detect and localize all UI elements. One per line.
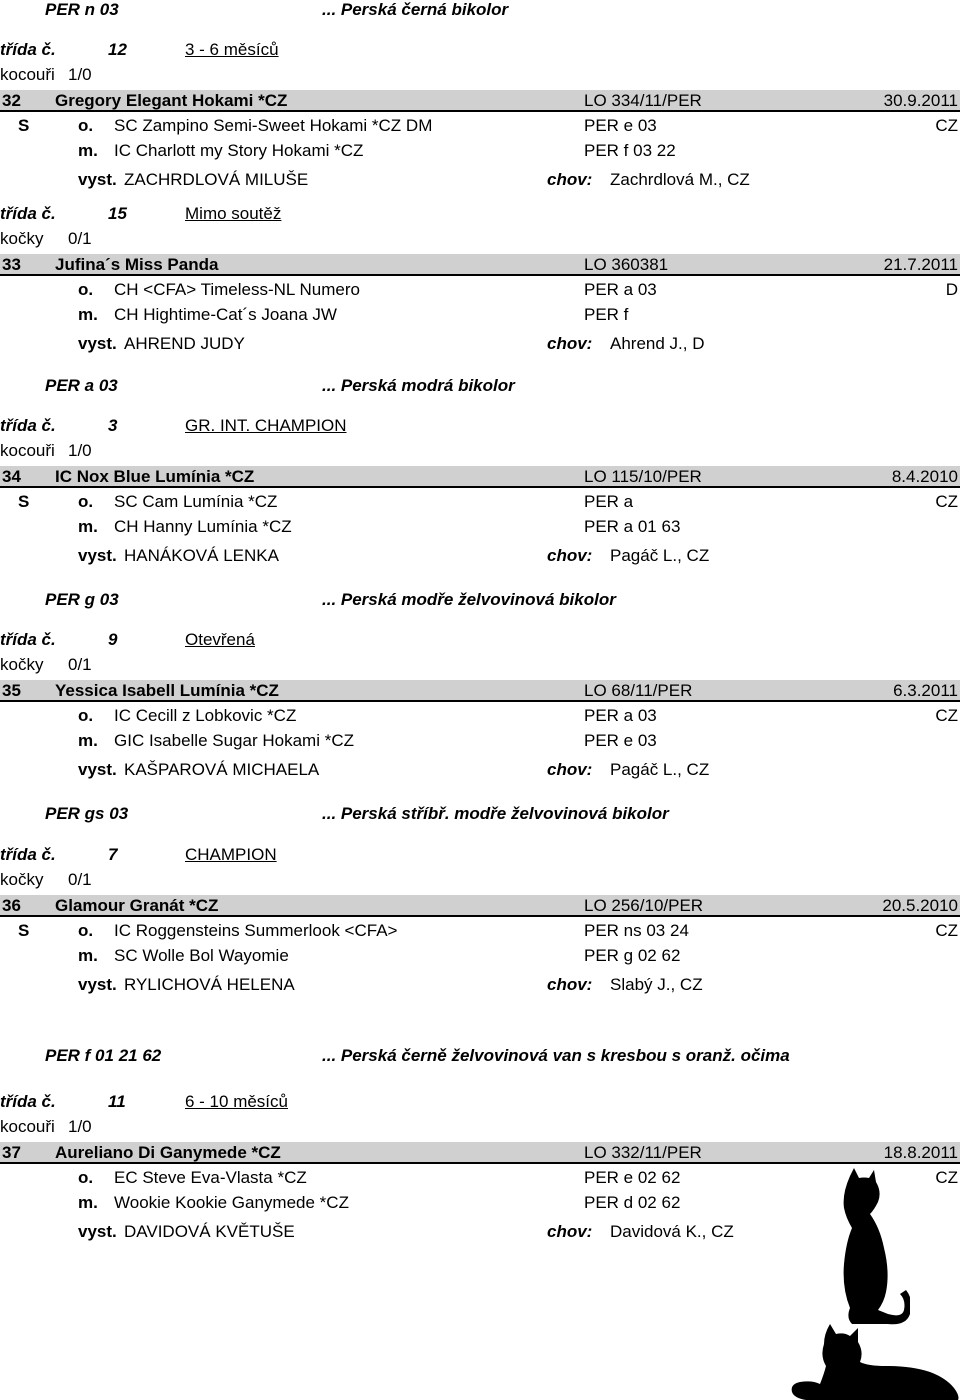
class-number: 15 [108,204,127,223]
exhibitor-name: HANÁKOVÁ LENKA [124,546,279,565]
registration-number: LO 256/10/PER [584,896,704,915]
class-name: Mimo soutěž [185,204,282,223]
registration-number: LO 334/11/PER [584,91,702,110]
entry-number: 32 [2,91,21,110]
country: CZ [935,706,958,725]
sire-label: o. [78,280,94,299]
class-number: 7 [108,845,118,864]
class-label: třída č. [0,1092,56,1111]
class-label: třída č. [0,40,56,59]
exhibitor-name: DAVIDOVÁ KVĚTUŠE [124,1222,295,1241]
exhibitor-label: vyst. [78,334,117,353]
sire-name: IC Cecill z Lobkovic *CZ [114,706,297,725]
country: CZ [935,116,958,135]
cat-name: IC Nox Blue Lumínia *CZ [55,467,255,486]
breeder-name: Davidová K., CZ [610,1222,734,1241]
sex-count: 0/1 [68,229,92,248]
status-mark: S [18,116,30,135]
breed-ems-code: PER f 01 21 62 [45,1046,162,1065]
entry-number: 36 [2,896,21,915]
sitting-cat-icon [828,1168,910,1326]
cat-name: Glamour Granát *CZ [55,896,219,915]
cat-name: Yessica Isabell Lumínia *CZ [55,681,279,700]
breeder-name: Zachrdlová M., CZ [610,170,750,189]
sire-name: SC Cam Lumínia *CZ [114,492,278,511]
entry-number: 35 [2,681,21,700]
class-number: 12 [108,40,127,59]
dam-ems: PER d 02 62 [584,1193,681,1212]
dam-name: SC Wolle Bol Wayomie [114,946,289,965]
birth-date: 18.8.2011 [883,1143,958,1162]
birth-date: 21.7.2011 [883,255,958,274]
sire-label: o. [78,1168,94,1187]
dam-label: m. [78,305,98,324]
registration-number: LO 115/10/PER [584,467,702,486]
sex-label: kočky [0,655,44,674]
dam-name: GIC Isabelle Sugar Hokami *CZ [114,731,354,750]
sex-count: 1/0 [68,1117,92,1136]
sex-label: kocouři [0,65,55,84]
exhibitor-label: vyst. [78,170,117,189]
sex-label: kocouři [0,441,55,460]
class-name: 6 - 10 měsíců [185,1092,288,1111]
country: CZ [935,492,958,511]
sire-name: CH <CFA> Timeless-NL Numero [114,280,360,299]
breeder-label: chov: [547,170,593,189]
sex-count: 1/0 [68,441,92,460]
class-name: GR. INT. CHAMPION [185,416,347,435]
dam-ems: PER f [584,305,629,324]
sex-count: 0/1 [68,655,92,674]
dam-ems: PER e 03 [584,731,657,750]
sire-ems: PER a [584,492,634,511]
entry-number: 37 [2,1143,21,1162]
exhibitor-label: vyst. [78,1222,117,1241]
sire-label: o. [78,921,94,940]
sire-ems: PER a 03 [584,280,657,299]
dam-ems: PER a 01 63 [584,517,681,536]
cat-name: Aureliano Di Ganymede *CZ [55,1143,281,1162]
breed-ems-code: PER gs 03 [45,804,129,823]
class-number: 9 [108,630,118,649]
breed-ems-code: PER n 03 [45,0,119,19]
breeder-name: Ahrend J., D [610,334,705,353]
dam-name: IC Charlott my Story Hokami *CZ [114,141,364,160]
registration-number: LO 360381 [584,255,669,274]
breed-ems-code: PER a 03 [45,376,118,395]
dam-label: m. [78,1193,98,1212]
country: D [945,280,958,299]
sex-label: kočky [0,870,44,889]
breeder-label: chov: [547,1222,593,1241]
status-mark: S [18,492,30,511]
exhibitor-name: RYLICHOVÁ HELENA [124,975,295,994]
breeder-label: chov: [547,760,593,779]
exhibitor-label: vyst. [78,760,117,779]
breeder-name: Slabý J., CZ [610,975,703,994]
birth-date: 6.3.2011 [893,681,958,700]
class-name: Otevřená [185,630,255,649]
class-label: třída č. [0,630,56,649]
sire-label: o. [78,492,94,511]
dam-name: Wookie Kookie Ganymede *CZ [114,1193,349,1212]
dam-name: CH Hightime-Cat´s Joana JW [114,305,337,324]
cat-name: Jufina´s Miss Panda [55,255,219,274]
sire-ems: PER e 03 [584,116,657,135]
cat-name: Gregory Elegant Hokami *CZ [55,91,288,110]
entry-number: 34 [2,467,21,486]
exhibitor-name: KAŠPAROVÁ MICHAELA [124,760,320,779]
sex-count: 1/0 [68,65,92,84]
breed-name: ... Perská stříbř. modře želvovinová bikolor [322,804,669,823]
class-name: CHAMPION [185,845,277,864]
breed-name: ... Perská černá bikolor [322,0,509,19]
exhibitor-name: ZACHRDLOVÁ MILUŠE [124,170,309,189]
breeder-label: chov: [547,546,593,565]
sire-name: IC Roggensteins Summerlook <CFA> [114,921,398,940]
status-mark: S [18,921,30,940]
class-number: 11 [108,1092,126,1111]
class-label: třída č. [0,416,56,435]
sire-label: o. [78,116,94,135]
dam-label: m. [78,946,98,965]
entry-number: 33 [2,255,21,274]
breeder-name: Pagáč L., CZ [610,760,710,779]
sire-ems: PER e 02 62 [584,1168,681,1187]
sex-label: kočky [0,229,44,248]
sire-label: o. [78,706,94,725]
dam-label: m. [78,141,98,160]
birth-date: 20.5.2010 [882,896,958,915]
sex-label: kocouři [0,1117,55,1136]
sire-ems: PER ns 03 24 [584,921,689,940]
dam-ems: PER g 02 62 [584,946,681,965]
birth-date: 30.9.2011 [883,91,958,110]
dam-label: m. [78,731,98,750]
birth-date: 8.4.2010 [891,467,958,486]
class-number: 3 [108,416,118,435]
exhibitor-label: vyst. [78,546,117,565]
class-label: třída č. [0,845,56,864]
class-label: třída č. [0,204,56,223]
breed-name: ... Perská modrá bikolor [322,376,515,395]
registration-number: LO 332/11/PER [584,1143,702,1162]
dam-label: m. [78,517,98,536]
breeder-label: chov: [547,334,593,353]
dam-ems: PER f 03 22 [584,141,676,160]
dam-name: CH Hanny Lumínia *CZ [114,517,292,536]
breed-name: ... Perská černě želvovinová van s kresbou s oranž. očima [322,1046,790,1065]
exhibitor-label: vyst. [78,975,117,994]
sex-count: 0/1 [68,870,92,889]
country: CZ [935,921,958,940]
sire-name: SC Zampino Semi-Sweet Hokami *CZ DM [114,116,433,135]
lying-cat-icon [790,1322,960,1400]
breed-name: ... Perská modře želvovinová bikolor [322,590,616,609]
registration-number: LO 68/11/PER [584,681,693,700]
sire-ems: PER a 03 [584,706,657,725]
class-name: 3 - 6 měsíců [185,40,279,59]
exhibitor-name: AHREND JUDY [124,334,245,353]
sire-name: EC Steve Eva-Vlasta *CZ [114,1168,307,1187]
breed-ems-code: PER g 03 [45,590,119,609]
country: CZ [935,1168,958,1187]
breeder-label: chov: [547,975,593,994]
breeder-name: Pagáč L., CZ [610,546,710,565]
